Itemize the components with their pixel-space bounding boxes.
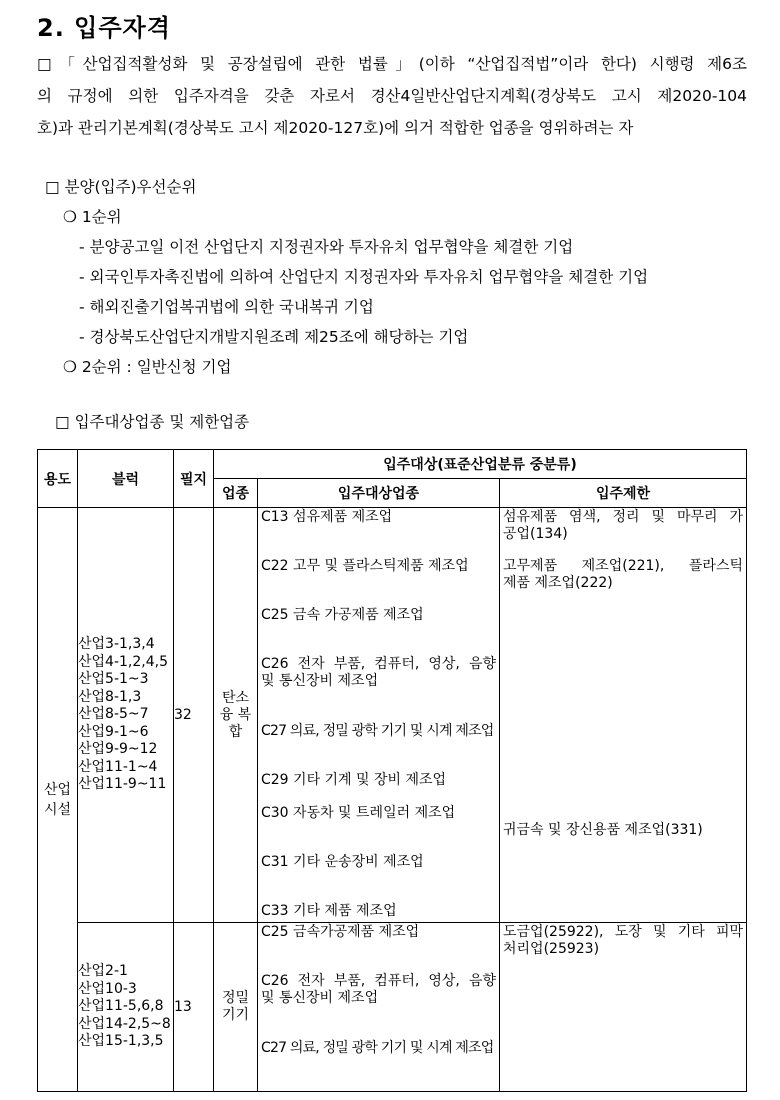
target-item: C25 금속 가공제품 제조업 (261, 607, 424, 623)
header-restriction: 입주제한 (500, 479, 747, 508)
target-item: C13 섬유제품 제조업 (261, 509, 393, 525)
block-item: 산업8-1,3 (78, 688, 142, 705)
block-item: 산업3-1,3,4 (78, 636, 155, 653)
industry-line: 탄소 (221, 689, 250, 706)
target-item: C27 의료, 정밀 광학 기기 및 시계 제조업 (261, 1040, 494, 1056)
header-parcels: 필지 (174, 450, 214, 508)
use-line: 시설 (43, 801, 72, 818)
priority-first-item: - 경상북도산업단지개발지원조례 제25조에 해당하는 기업 (79, 328, 469, 346)
target-item: C26 전자 부품, 컴퓨터, 영상, 음향 및 통신장비 제조업 (261, 973, 496, 1006)
table-row (38, 923, 747, 1092)
header-target-industries: 입주대상업종 (258, 479, 500, 508)
block-item: 산업8-5~7 (78, 706, 149, 723)
paragraph-line: □「산업집적활성화 및 공장설립에 관한 법률」(이하 “산업집적법”이라 한다) 시행령 제6조 (37, 55, 747, 73)
restriction-cell (500, 508, 747, 923)
industry-cell (214, 508, 258, 923)
block-item: 산업11-5,6,8 (78, 998, 164, 1015)
industry-cell (214, 923, 258, 1092)
paragraph-line: 의 규정에 의한 입주자격을 갖춘 자로서 경산4일반산업단지계획(경상북도 고시 제2020-104 (37, 87, 747, 105)
priority-section (45, 172, 648, 382)
header-industry: 업종 (214, 479, 258, 508)
target-item: C22 고무 및 플라스틱제품 제조업 (261, 558, 469, 574)
table-section-title: □ 입주대상업종 및 제한업종 (55, 413, 250, 431)
restriction-item: 섬유제품 염색, 정리 및 마무리 가 공업(134) (503, 509, 743, 542)
target-industries-cell (258, 508, 500, 923)
industry-line: 융 복 (219, 706, 252, 723)
block-item: 산업11-1~4 (78, 758, 158, 775)
industry-table (37, 449, 747, 1092)
priority-first-item: - 외국인투자촉진법에 의하여 산업단지 지정권자와 투자유치 업무협약을 체결한 기업 (79, 268, 649, 286)
priority-second-label: ❍ 2순위 : 일반신청 기업 (63, 358, 232, 376)
target-item: C27 의료, 정밀 광학 기기 및 시계 제조업 (261, 723, 494, 739)
block-item: 산업10-3 (78, 980, 137, 997)
parcel-count: 32 (174, 508, 214, 923)
restriction-item: 귀금속 및 장신용품 제조업(331) (503, 822, 703, 838)
block-item: 산업9-1~6 (78, 723, 149, 740)
header-target-group: 입주대상(표준산업분류 중분류) (214, 450, 747, 479)
block-item: 산업5-1~3 (78, 671, 149, 688)
block-cell (78, 923, 174, 1092)
priority-first-item: - 해외진출기업복귀법에 의한 국내복귀 기업 (79, 298, 374, 316)
priority-first-label: ❍ 1순위 (63, 208, 122, 226)
eligibility-paragraph (37, 48, 747, 144)
header-block: 블럭 (78, 450, 174, 508)
target-item: C26 전자 부품, 컴퓨터, 영상, 음향 및 통신장비 제조업 (261, 656, 496, 689)
block-item: 산업14-2,5~8 (78, 1015, 171, 1032)
target-item: C25 금속가공제품 제조업 (261, 924, 420, 940)
paragraph-line: 호)과 관리기본계획(경상북도 고시 제2020-127호)에 의거 적합한 업종을 영위하려는 자 (37, 119, 634, 137)
target-item: C31 기타 운송장비 제조업 (261, 854, 424, 870)
block-item: 산업4-1,2,4,5 (78, 653, 168, 670)
restriction-cell (500, 923, 747, 1092)
target-item: C33 기타 제품 제조업 (261, 903, 397, 919)
parcel-count: 13 (174, 923, 214, 1092)
target-industries-cell (258, 923, 500, 1092)
block-item: 산업15-1,3,5 (78, 1033, 164, 1050)
use-line: 산업 (43, 781, 72, 798)
block-item: 산업11-9~11 (78, 776, 167, 793)
industry-line: 기기 (221, 1007, 250, 1023)
industry-line: 정밀 (221, 990, 250, 1006)
target-item: C29 기타 기계 및 장비 제조업 (261, 772, 447, 788)
restriction-item: 고무제품 제조업(221), 플라스틱 제품 제조업(222) (503, 558, 743, 591)
block-cell (78, 508, 174, 923)
target-item: C30 자동차 및 트레일러 제조업 (261, 805, 456, 821)
restriction-item: 도금업(25922), 도장 및 기타 피막 처리업(25923) (503, 924, 743, 957)
priority-title: □ 분양(입주)우선순위 (45, 178, 197, 196)
industry-line: 합 (228, 723, 243, 740)
table-row (38, 508, 747, 923)
use-cell (38, 508, 78, 1092)
priority-first-item: - 분양공고일 이전 산업단지 지정권자와 투자유치 업무협약을 체결한 기업 (79, 238, 574, 256)
block-item: 산업2-1 (78, 963, 128, 980)
header-use: 용도 (38, 450, 78, 508)
page-heading: 2. 입주자격 (37, 14, 171, 42)
block-item: 산업9-9~12 (78, 741, 158, 758)
